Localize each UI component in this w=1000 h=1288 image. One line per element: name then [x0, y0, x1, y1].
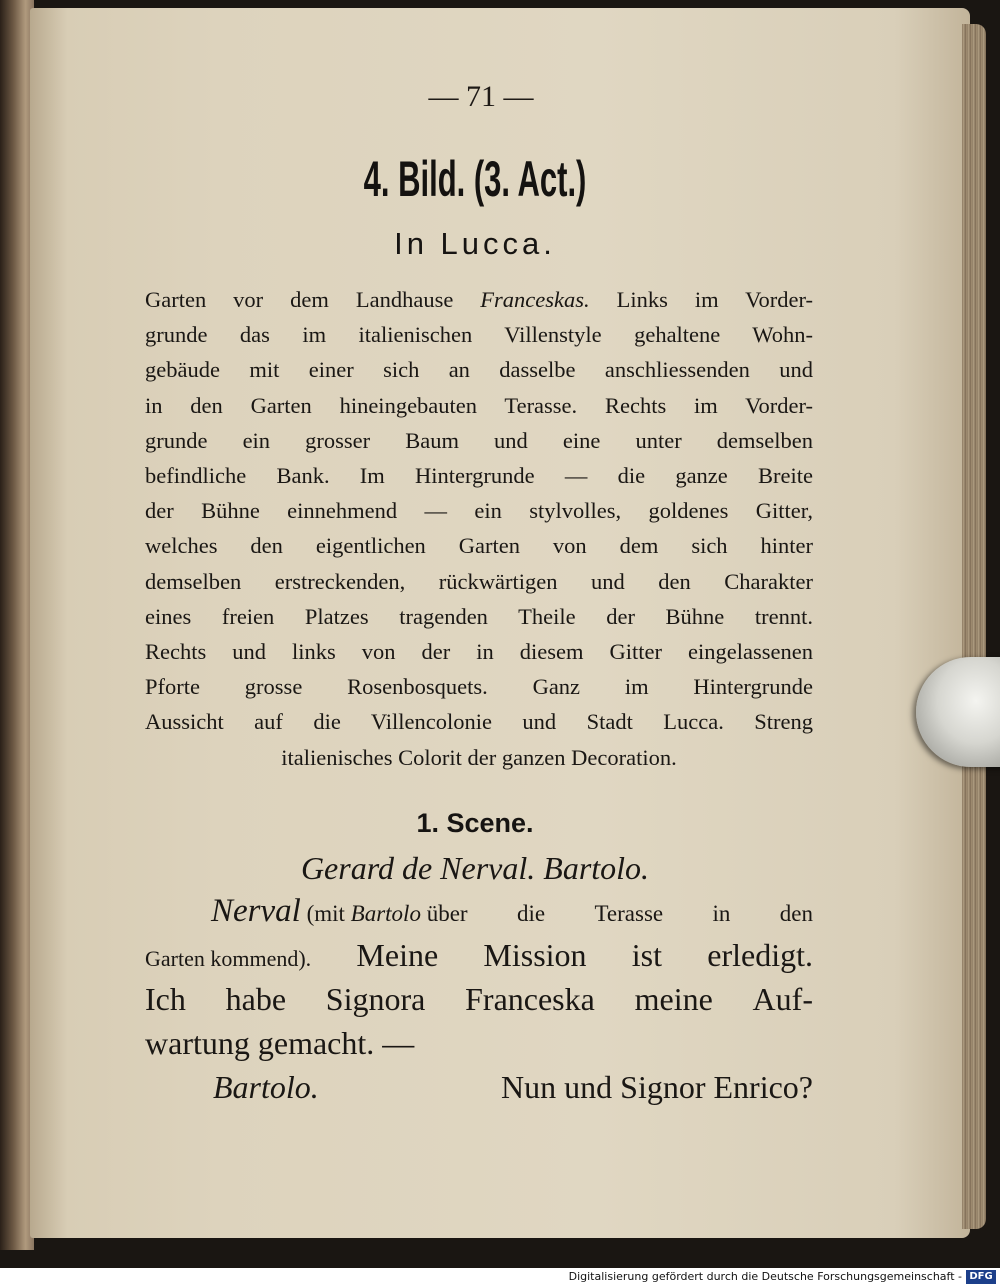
dialogue-line: Nerval (mit Bartolo über die Terasse in den: [211, 893, 813, 929]
description-line: Garten vor dem Landhause Franceskas. Links im Vorder-: [145, 287, 813, 312]
description-line: demselben erstreckenden, rückwärtigen und den Charakter: [145, 568, 813, 594]
funding-note: Digitalisierung gefördert durch die Deutsche Forschungsgemeinschaft -: [568, 1270, 962, 1283]
stage-description: [145, 282, 813, 775]
description-line: in den Garten hineingebauten Terasse. Rechts im Vorder-: [145, 392, 813, 418]
page-number: — 71 —: [428, 80, 534, 113]
description-line: Pforte grosse Rosenbosquets. Ganz im Hintergrunde: [145, 674, 813, 700]
description-line: befindliche Bank. Im Hintergrunde — die ganze Breite: [145, 463, 813, 489]
page-title: 4. Bild. (3. Act.): [363, 151, 587, 207]
page-stack-edge: [962, 24, 986, 1229]
description-line: italienisches Colorit der ganzen Decoration.: [281, 744, 677, 770]
page-subtitle: In Lucca.: [394, 226, 556, 261]
italic-name: Franceskas.: [480, 287, 590, 312]
description-line: eines freien Platzes tragenden Theile der Bühne trennt.: [145, 603, 813, 629]
left-page-edge: [0, 0, 34, 1250]
dialogue-line: Bartolo. Nun und Signor Enrico?: [213, 1069, 813, 1105]
dialogue-line: Garten kommend). Meine Mission ist erledigt.: [145, 937, 813, 973]
dialogue-line: wartung gemacht. —: [145, 1025, 415, 1061]
description-line: der Bühne einnehmend — ein stylvolles, goldenes Gitter,: [145, 498, 813, 524]
description-line: grunde das im italienischen Villenstyle gehaltene Wohn-: [145, 322, 813, 348]
description-line: Aussicht auf die Villencolonie und Stadt Lucca. Streng: [145, 709, 813, 735]
dialogue-block: [145, 893, 813, 1113]
speaker-name: Bartolo.: [213, 1069, 319, 1105]
dialogue-line: Ich habe Signora Franceska meine Auf-: [145, 981, 813, 1017]
scene-characters: Gerard de Nerval. Bartolo.: [300, 850, 650, 886]
italic-name: Bartolo: [350, 901, 421, 926]
description-line: welches den eigentlichen Garten von dem sich hinter: [145, 533, 813, 559]
description-line: gebäude mit einer sich an dasselbe anschliessenden und: [145, 357, 813, 383]
scene-heading: 1. Scene.: [416, 808, 534, 838]
description-line: Rechts und links von der in diesem Gitter eingelassenen: [145, 639, 813, 665]
description-line: grunde ein grosser Baum und eine unter demselben: [145, 427, 813, 453]
dfg-logo: DFG: [966, 1270, 996, 1284]
speaker-name: Nerval: [211, 893, 301, 929]
stage-direction: Garten kommend).: [145, 946, 312, 971]
